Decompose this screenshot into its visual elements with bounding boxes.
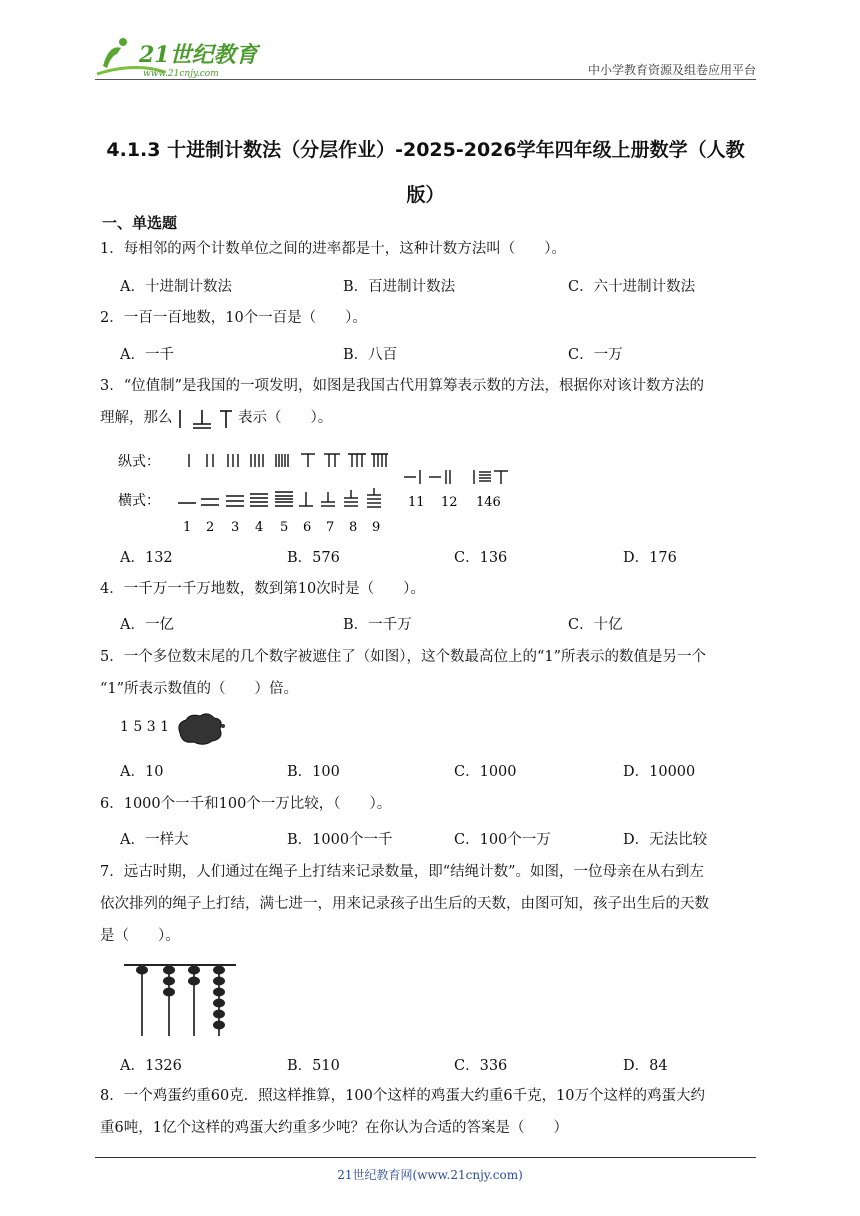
section-heading: 一、单选题 [102,214,178,232]
digit-label: 4 [255,520,264,535]
question-stem: 1．每相邻的两个计数单位之间的进率都是十，这种计数方法叫（ ）。 [100,241,566,257]
question-stem-cont: 依次排列的绳子上打结，满七进一，用来记录孩子出生后的天数，由图可知，孩子出生后的天数 [100,896,709,912]
digit-label: 1 [183,520,192,535]
option-a[interactable]: A．一亿 [120,617,174,633]
rope-knot [188,966,200,975]
option-d[interactable]: D．无法比较 [623,832,708,848]
option-c[interactable]: C．100个一万 [454,832,551,848]
option-c[interactable]: C．十亿 [568,617,623,633]
option-c[interactable]: C．六十进制计数法 [568,279,696,295]
option-d[interactable]: D．84 [623,1058,668,1074]
rope-knot [213,966,225,975]
option-b[interactable]: B．100 [287,764,340,780]
question-stem-cont: 理解，那么 [100,410,173,426]
option-d[interactable]: D．10000 [623,764,696,780]
option-d[interactable]: D．176 [623,550,677,566]
option-c[interactable]: C．136 [454,550,508,566]
question-stem-cont: 是（ ）。 [100,928,180,944]
question-stem-cont: 表示（ ）。 [238,410,333,426]
digit-label: 2 [206,520,215,535]
question-5 [100,641,760,705]
question-stem: 2．一百一百地数，10个一百是（ ）。 [100,310,367,326]
rope-knot [213,1021,225,1030]
option-c[interactable]: C．336 [454,1058,508,1074]
option-a[interactable]: A．十进制计数法 [120,279,232,295]
platform-label: 中小学教育资源及组卷应用平台 [587,63,756,77]
option-b[interactable]: B．510 [287,1058,340,1074]
option-c[interactable]: C．1000 [454,764,517,780]
covered-number: 1 5 3 1 [120,719,169,735]
footer-text: 21世纪教育网(www.21cnjy.com) [337,1168,523,1182]
digit-label: 8 [349,520,358,535]
header-divider [95,79,756,80]
question-stem: 3．“位值制”是我国的一项发明，如图是我国古代用算筹表示数的方法，根据你对该计数方法的 [100,378,705,394]
rope-knot [213,977,225,986]
row-label: 横式： [118,493,160,509]
option-b[interactable]: B．1000个一千 [287,832,393,848]
option-c[interactable]: C．一万 [568,347,623,363]
question-4 [100,573,760,605]
rope-knot [163,966,175,975]
question-stem: 7．远古时期，人们通过在绳子上打结来记录数量，即“结绳计数”。如图，一位母亲在从右到左 [100,864,705,880]
digit-label: 5 [280,520,289,535]
digit-label: 7 [326,520,335,535]
option-a[interactable]: A．一样大 [120,832,189,848]
digit-label: 3 [231,520,240,535]
question-1 [100,233,760,265]
rope-knot [163,977,175,986]
option-a[interactable]: A．132 [120,550,173,566]
logo-url: www.21cnjy.com [143,69,219,79]
knotted-rope-figure [124,962,238,1040]
option-a[interactable]: A．1326 [120,1058,182,1074]
rod-numeral-icon [176,408,234,430]
option-a[interactable]: A．10 [120,764,164,780]
digit-label: 9 [372,520,381,535]
page-title: 4.1.3 十进制计数法（分层作业）-2025-2026学年四年级上册数学（人教版） [106,139,745,206]
question-7 [100,856,760,952]
example-label: 146 [476,495,501,510]
question-2 [100,302,760,334]
counting-rods-figure [118,447,518,537]
rope-knot [213,999,225,1008]
question-6 [100,788,760,820]
option-b[interactable]: B．百进制计数法 [343,279,456,295]
option-b[interactable]: B．576 [287,550,340,566]
question-stem: 4．一千万一千万地数，数到第10次时是（ ）。 [100,581,425,597]
site-logo [95,34,260,82]
rope-knot [136,966,148,975]
example-label: 11 [408,495,425,510]
rope-knot [213,988,225,997]
digit-label: 6 [303,520,312,535]
question-stem-cont: 重6吨，1亿个这样的鸡蛋大约重多少吨？在你认为合适的答案是（ ） [100,1120,568,1136]
row-label: 纵式： [118,454,160,470]
example-label: 12 [441,495,458,510]
question-8 [100,1080,760,1144]
question-stem: 5．一个多位数末尾的几个数字被遮住了（如图），这个数最高位上的“1”所表示的数值是另一个 [100,649,707,665]
option-b[interactable]: B．八百 [343,347,398,363]
rope-knot [188,977,200,986]
question-3 [100,370,760,434]
logo-text: 21世纪教育 [139,42,258,68]
question-stem: 8．一个鸡蛋约重60克．照这样推算，100个这样的鸡蛋大约重6千克，10万个这样的鸡蛋大约 [100,1088,706,1104]
rope-knot [213,1010,225,1019]
question-stem: 6．1000个一千和100个一万比较，（ ）。 [100,796,392,812]
rope-knot [163,988,175,997]
question-stem-cont: “1”所表示数值的（ ）倍。 [100,681,299,697]
cloud-cover-icon [174,711,228,747]
footer-divider [95,1157,756,1158]
option-a[interactable]: A．一千 [120,347,174,363]
option-b[interactable]: B．一千万 [343,617,412,633]
